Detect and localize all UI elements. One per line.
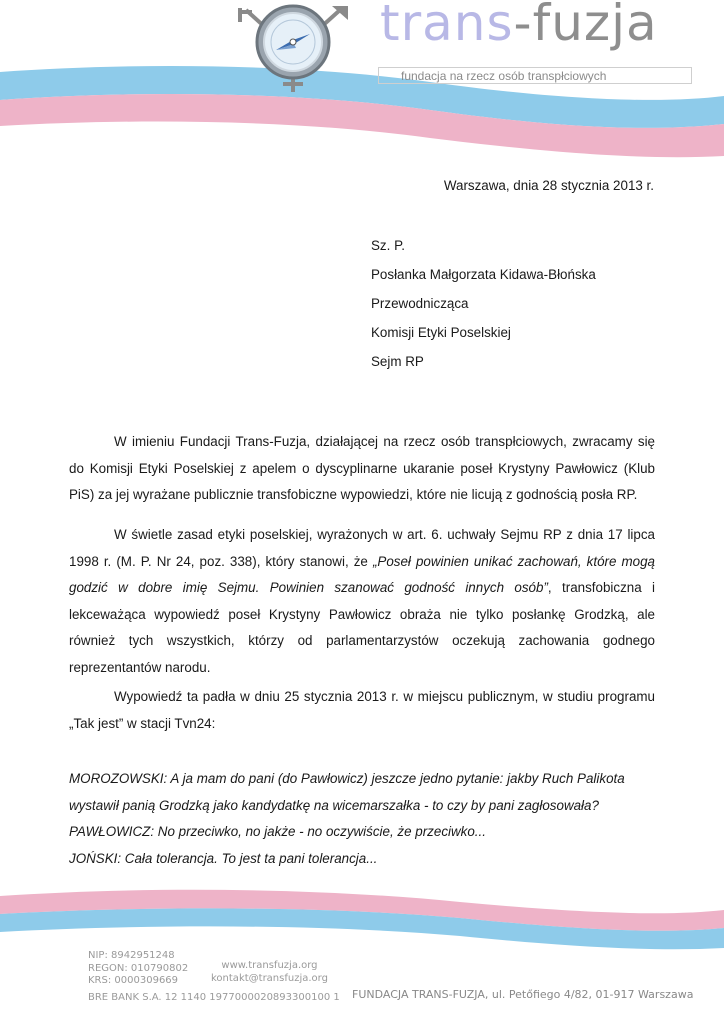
paragraph-2-rest: , transfobiczna i lekceważąca wypowiedź poseł Krystyny Pawłowicz obraża nie tylko posłankę Grodzką, ale również tych wszystkich, którzy od parlamentarzystów oczekują zachowania godnego reprezentantów narodu. [69, 580, 656, 675]
body-paragraph-3: Wypowiedź ta padła w dniu 25 stycznia 2013 r. w miejscu publicznym, w studiu programu „Tak jest” w stacji Tvn24: [69, 689, 655, 731]
transcript-line: JOŃSKI: Cała tolerancja. To jest ta pani tolerancja... [69, 850, 378, 866]
footer-krs: KRS: 0000309669 [88, 975, 179, 986]
footer-regon: REGON: 010790802 [88, 962, 189, 974]
letter-date: Warszawa, dnia 28 stycznia 2013 r. [443, 178, 654, 193]
transcript-line: wystawił panią Grodzką jako kandydatkę na wicemarszałka - to czy by pani zagłosowała? [69, 797, 599, 813]
body-paragraph-1: W imieniu Fundacji Trans-Fuzja, działającej na rzecz osób transpłciowych, zwracamy się do Komisji Etyki Poselskiej z apelem o dyscyplinarne ukaranie poseł Krystyny Pawłowicz (Klub PiS) za jej wyrażane publicznie transfobiczne wypowiedzi, które nie licują z godnością posła RP. [69, 434, 655, 503]
brand-text-fuzja: -fuzja [513, 0, 658, 52]
body-paragraph-2 [69, 522, 655, 682]
footer-waves [0, 884, 724, 954]
footer-registration-ids [88, 950, 188, 988]
footer-nip: NIP: 8942951248 [88, 950, 175, 961]
address-line: Posłanka Małgorzata Kidawa-Błońska [371, 267, 596, 282]
brand-logo-text [380, 0, 658, 52]
address-line: Przewodnicząca [371, 296, 469, 311]
address-line: Sz. P. [371, 238, 405, 253]
address-line: Komisji Etyki Poselskiej [371, 325, 511, 340]
recipient-address [371, 231, 596, 376]
footer-address: FUNDACJA TRANS-FUZJA, ul. Petőfiego 4/82, 01-917 Warszawa [352, 988, 694, 1001]
ethics-quote: „Poseł powinien unikać zachowań, które mogą godzić w dobre imię Sejmu. Powinien szanować godność innych osób” [69, 553, 656, 596]
transcript-line: MOROZOWSKI: A ja mam do pani (do Pawłowicz) jeszcze jedno pytanie: jakby Ruch Palikota [69, 771, 625, 786]
compass-logo [228, 2, 358, 94]
footer-contact [211, 960, 328, 985]
footer-bank-account: BRE BANK S.A. 12 1140 1977000020893300100 1 [88, 992, 340, 1003]
paragraph-2-intro: W świetle zasad etyki poselskiej, wyrażonych w art. 6. uchwały Sejmu RP z dnia 17 lipca 1998 r. (M. P. Nr 24, poz. 338), który stanowi, że [69, 527, 655, 569]
brand-tagline: fundacja na rzecz osób transpłciowych [378, 67, 692, 84]
footer-website[interactable]: www.transfuzja.org [221, 960, 318, 971]
address-line: Sejm RP [371, 354, 424, 369]
brand-text-trans: trans [380, 0, 514, 52]
footer-email[interactable]: kontakt@transfuzja.org [211, 972, 328, 984]
tv-transcript [69, 766, 625, 872]
transcript-line: PAWŁOWICZ: No przeciwko, no jakże - no oczywiście, że przeciwko... [69, 824, 486, 840]
